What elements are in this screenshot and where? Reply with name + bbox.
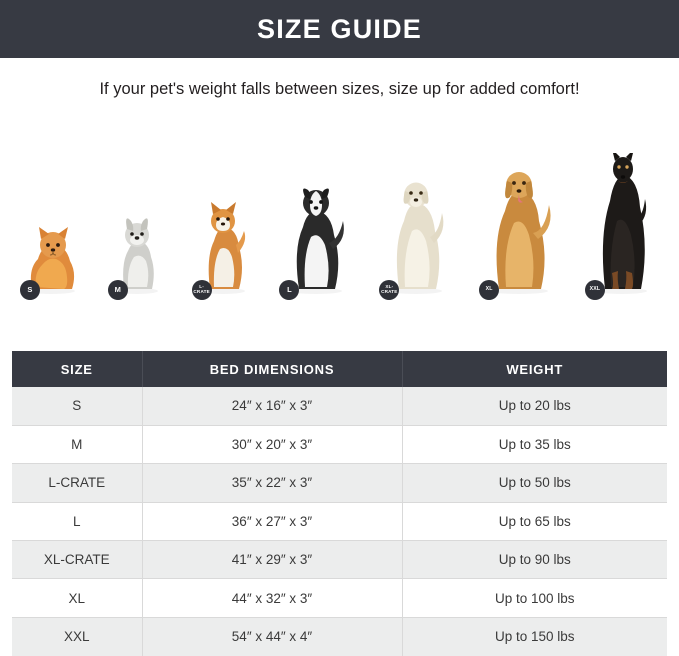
cell-size: S xyxy=(12,387,142,425)
cell-size: XL xyxy=(12,579,142,617)
cell-size: L xyxy=(12,502,142,540)
cell-size: L-CRATE xyxy=(12,464,142,502)
cell-dimensions: 30″ x 20″ x 3″ xyxy=(142,425,402,463)
dog-column-s xyxy=(20,120,82,300)
table-row xyxy=(12,541,667,579)
dog-column-l xyxy=(279,120,353,300)
table-row xyxy=(12,464,667,502)
golden-retriever-icon xyxy=(479,165,559,300)
table-row xyxy=(12,617,667,655)
cell-dimensions: 41″ x 29″ x 3″ xyxy=(142,541,402,579)
badge-xl-crate: XL-CRATE xyxy=(379,280,399,300)
cell-dimensions: 36″ x 27″ x 3″ xyxy=(142,502,402,540)
column-header-dimensions: BED DIMENSIONS xyxy=(142,351,402,387)
table-row xyxy=(12,387,667,425)
cell-dimensions: 54″ x 44″ x 4″ xyxy=(142,617,402,655)
dog-column-xl xyxy=(479,120,559,300)
badge-xxl: XXL xyxy=(585,280,605,300)
subtitle-text: If your pet's weight falls between sizes, size up for added comfort! xyxy=(99,79,580,98)
french-bulldog-icon xyxy=(108,207,166,300)
size-table-container xyxy=(12,351,667,656)
cell-size: XL-CRATE xyxy=(12,541,142,579)
cell-dimensions: 44″ x 32″ x 3″ xyxy=(142,579,402,617)
column-header-weight: WEIGHT xyxy=(402,351,667,387)
dog-column-m xyxy=(108,120,166,300)
dog-column-xl-crate xyxy=(379,120,453,300)
cell-weight: Up to 65 lbs xyxy=(402,502,667,540)
border-collie-icon xyxy=(279,177,353,300)
badge-l: L xyxy=(279,280,299,300)
subtitle-container xyxy=(0,58,679,120)
dog-column-xxl xyxy=(585,120,659,300)
size-table xyxy=(12,351,667,656)
cell-weight: Up to 50 lbs xyxy=(402,464,667,502)
labrador-icon xyxy=(379,173,453,300)
dog-column-l-crate xyxy=(192,120,254,300)
pomeranian-icon xyxy=(20,217,82,300)
dog-size-illustrations xyxy=(6,120,673,300)
badge-l-crate: L-CRATE xyxy=(192,280,212,300)
table-row xyxy=(12,579,667,617)
cell-weight: Up to 150 lbs xyxy=(402,617,667,655)
cell-weight: Up to 35 lbs xyxy=(402,425,667,463)
badge-s: S xyxy=(20,280,40,300)
badge-xl: XL xyxy=(479,280,499,300)
table-header-row xyxy=(12,351,667,387)
table-row xyxy=(12,502,667,540)
column-header-size: SIZE xyxy=(12,351,142,387)
doberman-icon xyxy=(585,153,659,300)
cell-weight: Up to 100 lbs xyxy=(402,579,667,617)
table-row xyxy=(12,425,667,463)
badge-m: M xyxy=(108,280,128,300)
cell-weight: Up to 90 lbs xyxy=(402,541,667,579)
table-header xyxy=(12,351,667,387)
cell-size: M xyxy=(12,425,142,463)
page-title: SIZE GUIDE xyxy=(256,13,423,44)
table-body xyxy=(12,387,667,656)
cell-dimensions: 24″ x 16″ x 3″ xyxy=(142,387,402,425)
cell-dimensions: 35″ x 22″ x 3″ xyxy=(142,464,402,502)
cell-size: XXL xyxy=(12,617,142,655)
cell-weight: Up to 20 lbs xyxy=(402,387,667,425)
page-header xyxy=(0,0,679,58)
shiba-inu-icon xyxy=(192,197,254,300)
